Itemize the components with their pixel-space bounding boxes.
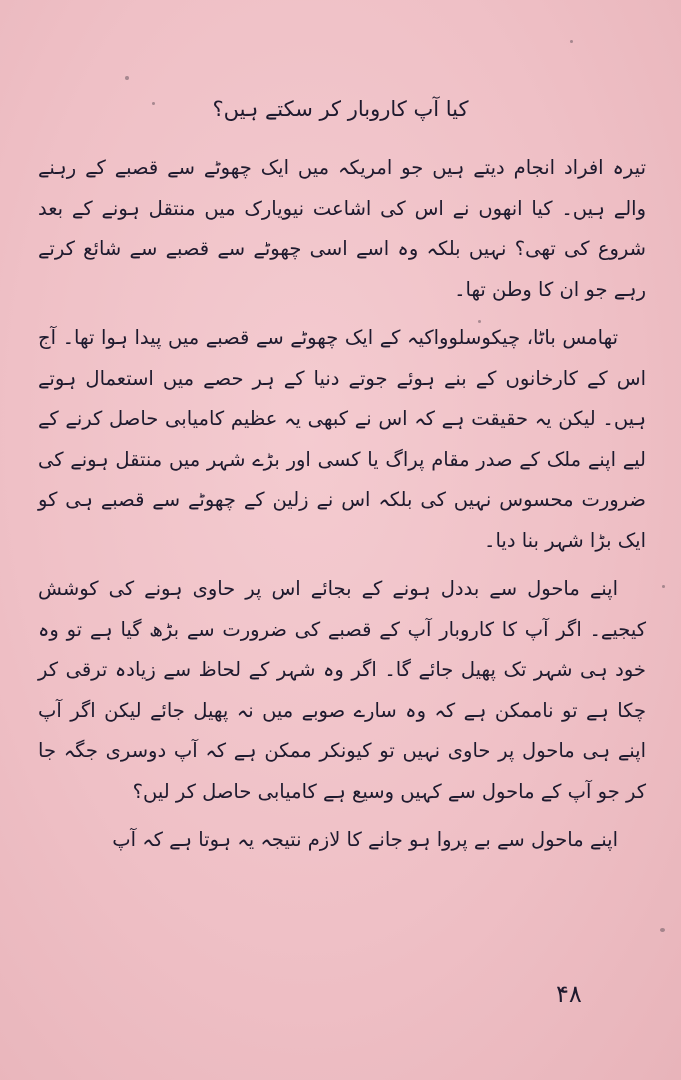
page-title: کیا آپ کاروبار کر سکتے ہیں؟ [212,97,469,121]
paragraph: تیرہ افراد انجام دیتے ہیں جو امریکہ میں ایک چھوٹے سے قصبے کے رہنے والے ہیں۔ کیا انھوں نے اس کی اشاعت نیویارک میں منتقل ہونے کے بعد شروع کی تھی؟ نہیں بلکہ وہ اسے اسی چھوٹے سے قصبے سے شائع کرتے رہے جو ان کا وطن تھا۔ [38,156,646,301]
ink-speck [125,76,129,80]
paragraph: اپنے ماحول سے بددل ہونے کے بجائے اس پر حاوی ہونے کی کوشش کیجیے۔ اگر آپ کا کاروبار آپ کے قصبے کی ضرورت سے بڑھ گیا ہے تو وہ خود ہی شہر تک پھیل جائے گا۔ اگر وہ شہر کے لحاظ سے زیادہ ترقی کر چکا ہے تو ناممکن ہے کہ وہ سارے صوبے میں نہ پھیل جائے لیکن اگر آپ اپنے ہی ماحول پر حاوی نہیں تو کیونکر ممکن ہے کہ آپ دوسری جگہ جا کر جو آپ کے ماحول سے کہیں وسیع ہے کامیابی حاصل کر لیں؟ [38,577,646,803]
paragraph: اپنے ماحول سے بے پروا ہو جانے کا لازم نتیجہ یہ ہوتا ہے کہ آپ [112,828,618,851]
paragraph: تھامس باٹا، چیکوسلوواکیہ کے ایک چھوٹے سے قصبے میں پیدا ہوا تھا۔ آج اس کے کارخانوں کے بنے ہوئے جوتے دنیا کے ہر حصے میں استعمال ہوتے ہیں۔ لیکن یہ حقیقت ہے کہ اس نے کبھی یہ عظیم کامیابی حاصل کرنے کے لیے اپنے ملک کے صدر مقام پراگ یا کسی اور بڑے شہر میں منتقل ہونے کی ضرورت محسوس نہیں کی بلکہ اس نے زلین کے چھوٹے سے قصبے ہی کو ایک بڑا شہر بنا دیا۔ [38,326,646,552]
ink-speck [570,40,573,43]
ink-speck [660,928,665,932]
ink-speck [662,585,665,588]
body-text [38,148,646,869]
page-number: ۴۸ [556,980,582,1008]
